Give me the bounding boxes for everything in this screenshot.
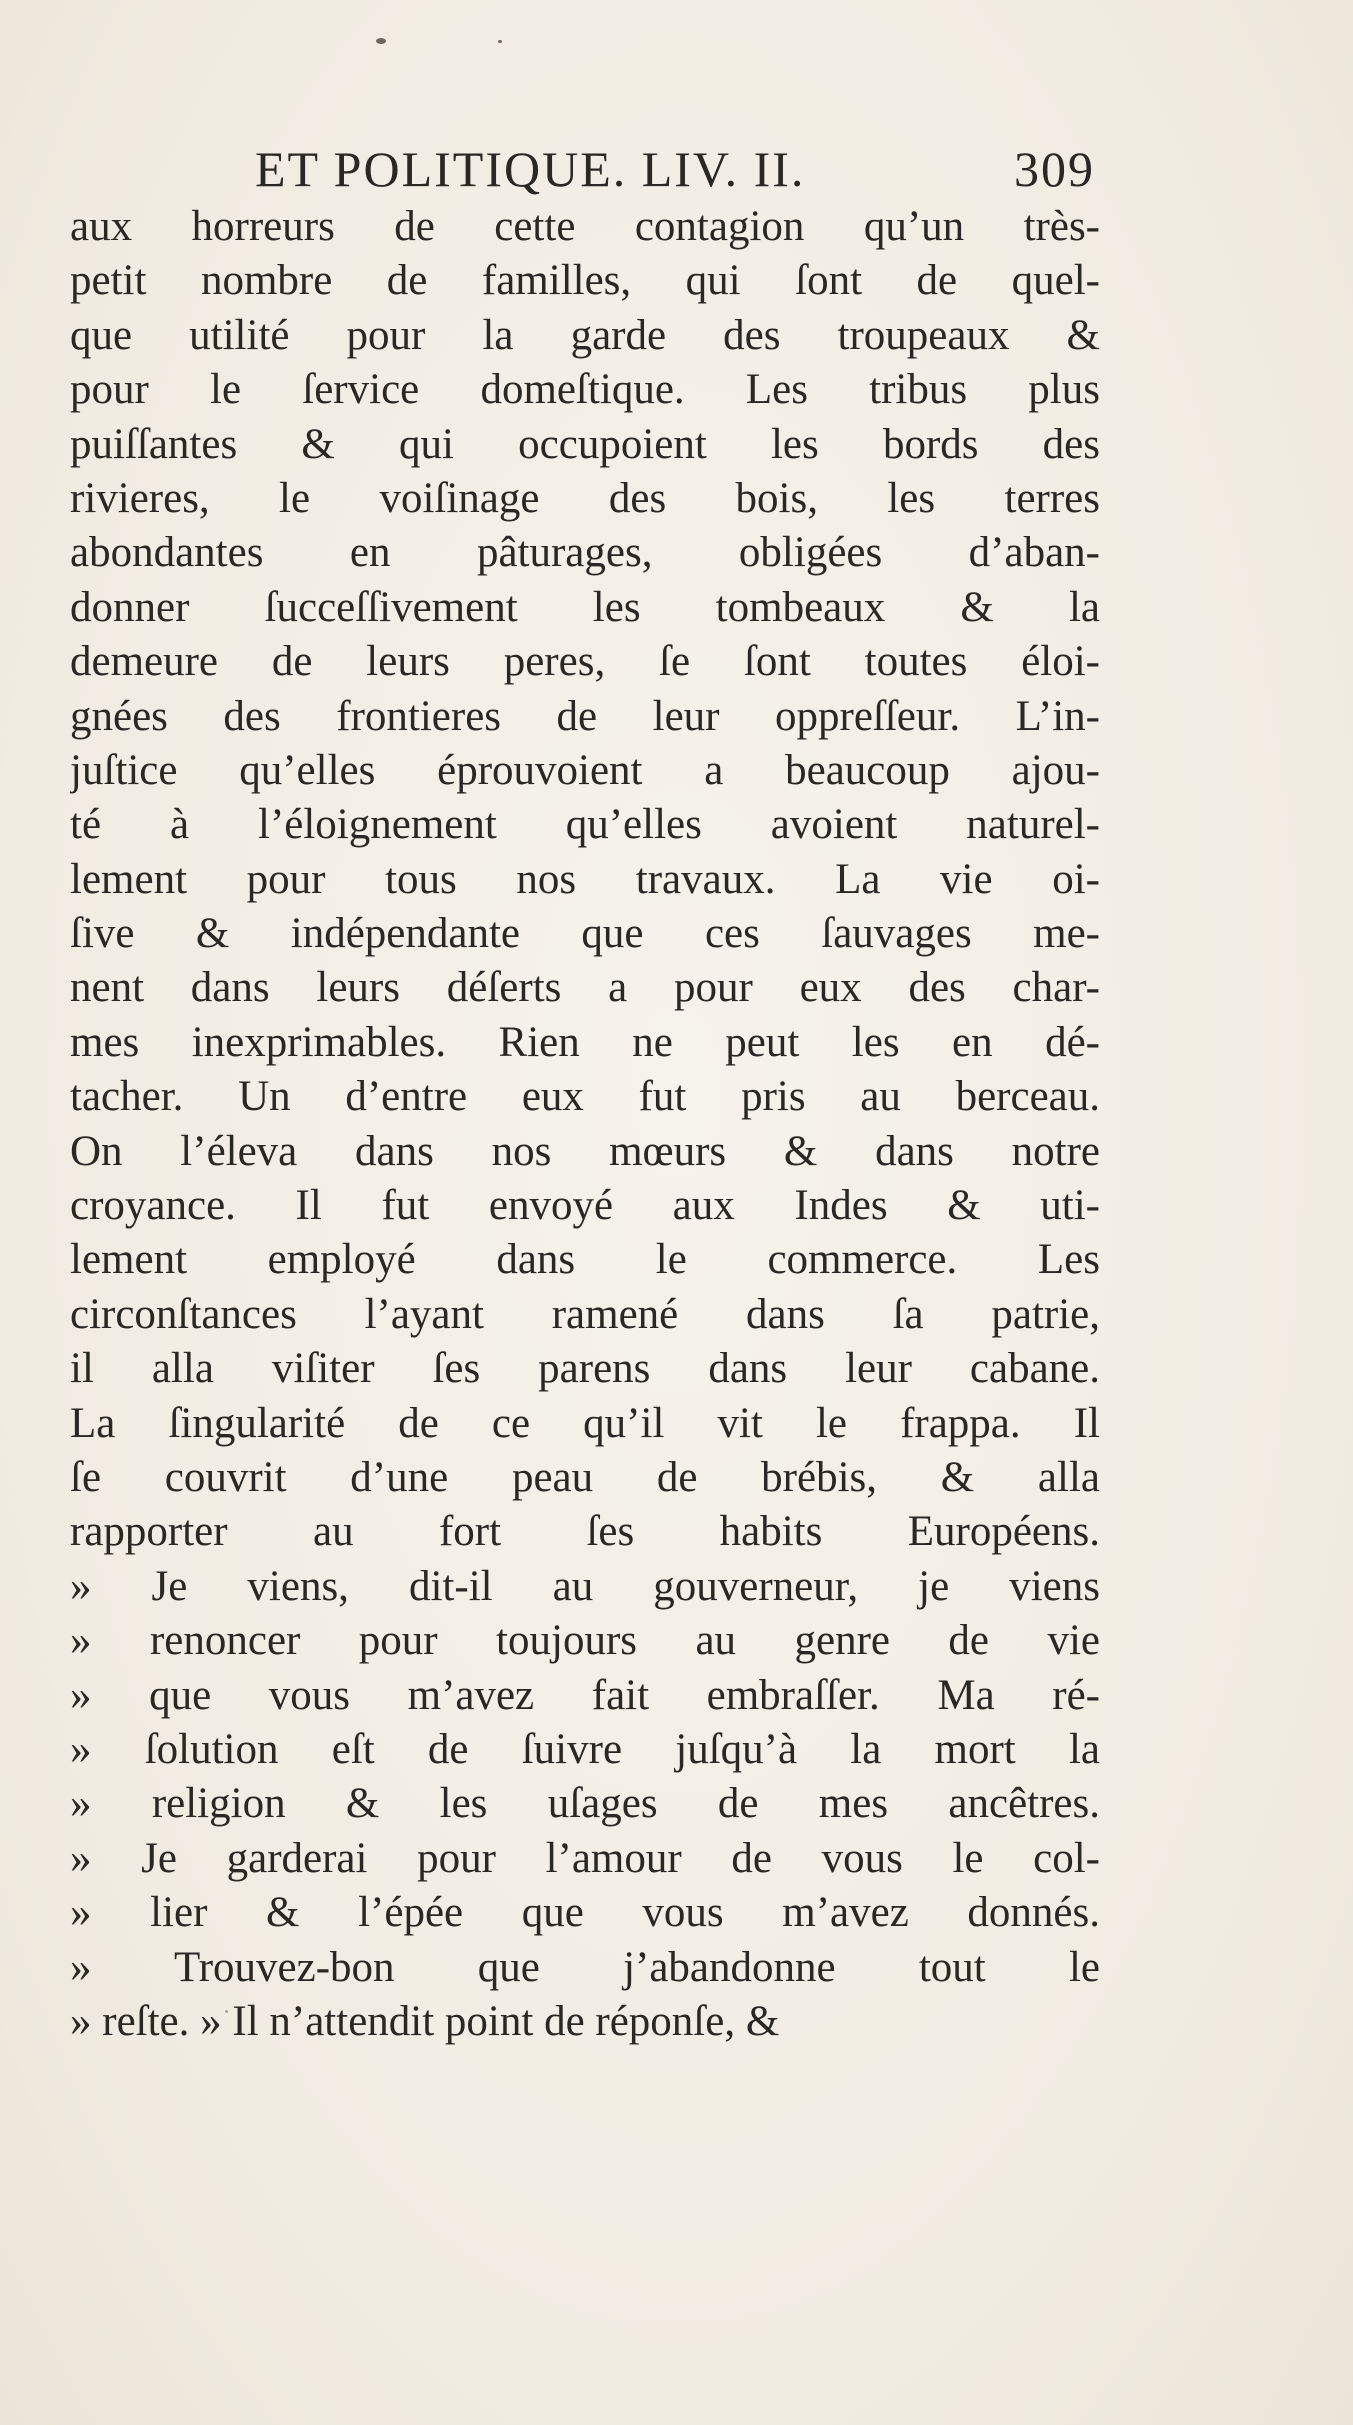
running-head-title: ET POLITIQUE. LIV. II. — [255, 141, 806, 197]
text-line: » lier & l’épée que vous m’avez donnés. — [70, 1889, 1100, 1937]
ink-speck — [498, 40, 502, 43]
text-line: » reſte. » Il n’attendit point de réponſe, & — [70, 1997, 780, 2045]
text-line: croyance. Il fut envoyé aux Indes & uti- — [70, 1182, 1100, 1230]
text-line: » ſolution eſt de ſuivre juſqu’à la mort la — [70, 1725, 1100, 1773]
text-line: » religion & les uſages de mes ancêtres. — [70, 1780, 1100, 1828]
text-line: » Je viens, dit-il au gouverneur, je viens — [70, 1562, 1100, 1610]
text-line: circonſtances l’ayant ramené dans ſa patrie, — [70, 1290, 1100, 1338]
running-head — [255, 140, 1095, 200]
text-line: lement employé dans le commerce. Les — [70, 1236, 1100, 1284]
text-line: ſive & indépendante que ces ſauvages me- — [70, 910, 1100, 958]
text-line: demeure de leurs peres, ſe ſont toutes éloi- — [70, 638, 1100, 686]
text-line: puiſſantes & qui occupoient les bords des — [70, 420, 1100, 468]
text-line: pour le ſervice domeſtique. Les tribus plus — [70, 366, 1100, 414]
text-line: » que vous m’avez fait embraſſer. Ma ré- — [70, 1671, 1100, 1719]
body-text — [70, 200, 1100, 2049]
text-line: » renoncer pour toujours au genre de vie — [70, 1617, 1100, 1665]
text-line: abondantes en pâturages, obligées d’aban- — [70, 529, 1100, 577]
page-number: 309 — [1014, 141, 1095, 197]
text-line: » Trouvez-bon que j’abandonne tout le — [70, 1943, 1100, 1991]
text-line: rivieres, le voiſinage des bois, les terres — [70, 474, 1100, 522]
text-line: gnées des frontieres de leur oppreſſeur. L’in- — [70, 692, 1100, 740]
text-line: il alla viſiter ſes parens dans leur cabane. — [70, 1345, 1100, 1393]
text-line: rapporter au fort ſes habits Européens. — [70, 1508, 1100, 1556]
text-line: petit nombre de familles, qui ſont de quel- — [70, 257, 1100, 305]
text-line: mes inexprimables. Rien ne peut les en dé- — [70, 1018, 1100, 1066]
text-line: juſtice qu’elles éprouvoient a beaucoup ajou- — [70, 746, 1100, 794]
text-line: tacher. Un d’entre eux fut pris au berceau. — [70, 1073, 1100, 1121]
text-line: » Je garderai pour l’amour de vous le col- — [70, 1834, 1100, 1882]
text-line: lement pour tous nos travaux. La vie oi- — [70, 855, 1100, 903]
ink-speck — [376, 38, 386, 44]
text-line: On l’éleva dans nos mœurs & dans notre — [70, 1127, 1100, 1175]
text-line: que utilité pour la garde des troupeaux & — [70, 311, 1100, 359]
text-line: donner ſucceſſivement les tombeaux & la — [70, 583, 1100, 631]
text-line: ſe couvrit d’une peau de brébis, & alla — [70, 1453, 1100, 1501]
text-line: La ſingularité de ce qu’il vit le frappa. Il — [70, 1399, 1100, 1447]
text-line: té à l’éloignement qu’elles avoient naturel- — [70, 801, 1100, 849]
text-line: nent dans leurs déſerts a pour eux des char- — [70, 964, 1100, 1012]
text-line: aux horreurs de cette contagion qu’un très- — [70, 203, 1100, 250]
